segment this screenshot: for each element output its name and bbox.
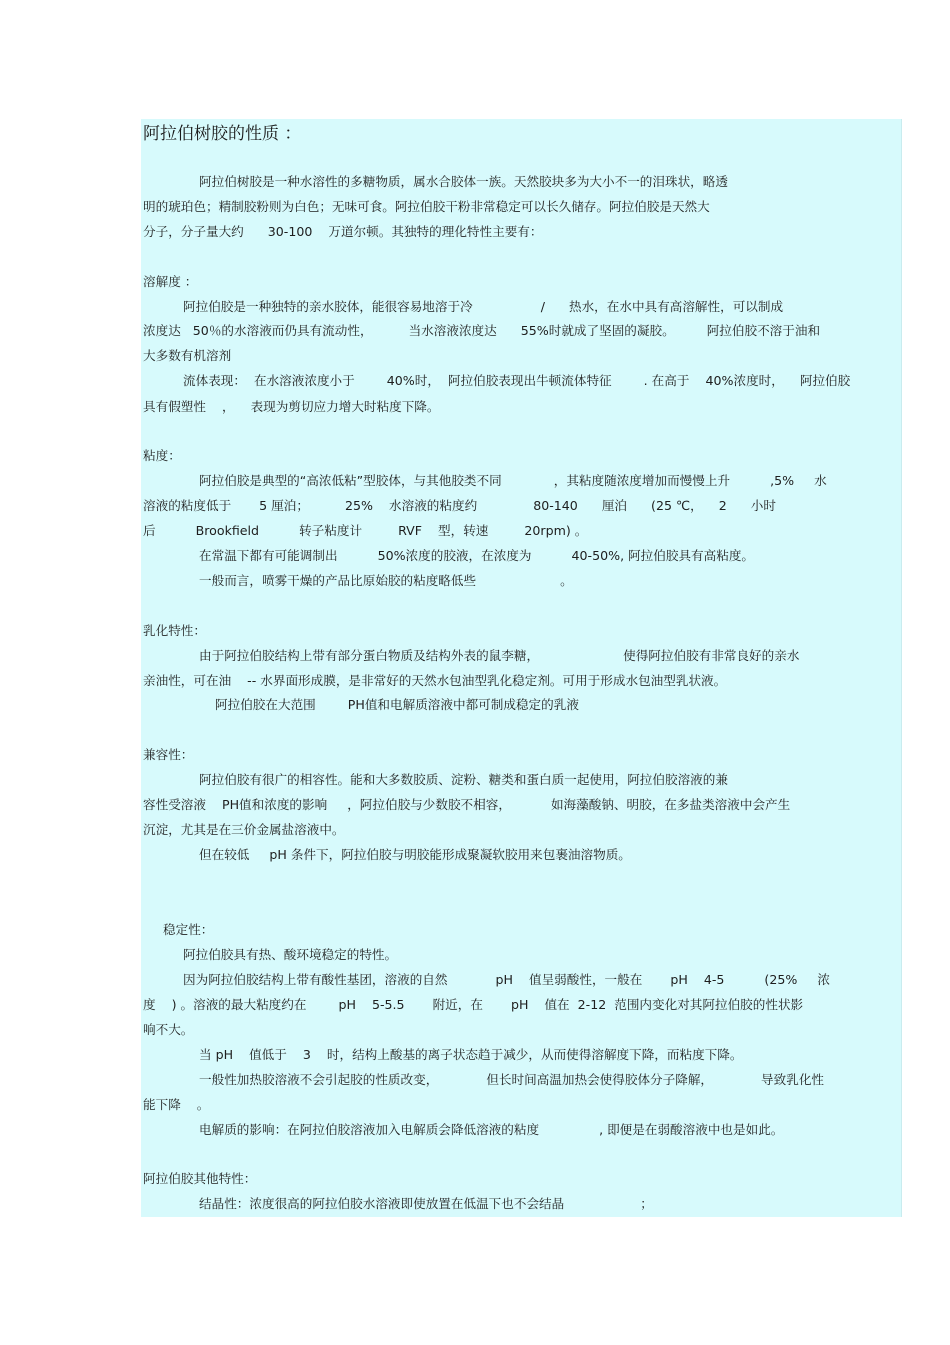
text-line: 当 pH 值低于 3 时，结构上酸基的离子状态趋于减少，从而使得溶解度下降，而粘度下降。 [199,1047,743,1062]
text-line: 后 Brookfield 转子粘度计 RVF 型，转速 20rpm) 。 [143,523,588,538]
text-line: 大多数有机溶剂 [143,348,232,363]
text-line: 溶液的粘度低于 5 厘泊； 25% 水溶液的粘度约 80-140 厘泊 (25 ℃， 2 小时 [143,498,776,513]
text-line: 阿拉伯胶是典型的“高浓低粘”型胶体，与其他胶类不同 ，其粘度随浓度增加而慢慢上升 ,5% 水 [199,473,827,488]
text-line: 但在较低 pH 条件下，阿拉伯胶与明胶能形成聚凝软胶用来包裹油溶物质。 [199,847,631,862]
text-line: 因为阿拉伯胶结构上带有酸性基团，溶液的自然 pH 值呈弱酸性，一般在 pH 4-5 (25% 浓 [183,972,830,987]
text-line: 结晶性：浓度很高的阿拉伯胶水溶液即使放置在低温下也不会结晶 ； [199,1196,653,1211]
text-line: 浓度达 50％的水溶液而仍具有流动性， 当水溶液浓度达 55%时就成了坚固的凝胶。 阿拉伯胶不溶于油和 [143,323,821,338]
section-heading: 溶解度 ： [143,274,198,289]
section-heading: 稳定性： [163,922,214,937]
text-line: 能下降 。 [143,1097,210,1112]
text-line: 一般而言，喷雾干燥的产品比原始胶的粘度略低些 。 [199,573,573,588]
text-line: 阿拉伯胶有很广的相容性。能和大多数胶质、淀粉、糖类和蛋白质一起使用，阿拉伯胶溶液的兼 [199,772,728,787]
text-line: 容性受溶液 PH值和浓度的影响 ，阿拉伯胶与少数胶不相容， 如海藻酸钠、明胶，在多盐类溶液中会产生 [143,797,791,812]
section-heading: 乳化特性： [143,623,206,638]
text-line: 沉淀，尤其是在三价金属盐溶液中。 [143,822,345,837]
text-line: 阿拉伯胶是一种独特的亲水胶体，能很容易地溶于冷 / 热水，在水中具有高溶解性，可以制成 [183,299,784,314]
document-title: 阿拉伯树胶的性质 ： [143,124,302,144]
text-line: 阿拉伯树胶是一种水溶性的多糖物质，属水合胶体一族。天然胶块多为大小不一的泪珠状，略透 [199,174,728,189]
text-line: 响不大。 [143,1022,194,1037]
text-line: 一般性加热胶溶液不会引起胶的性质改变， 但长时间高温加热会使得胶体分子降解， 导致乳化性 [199,1072,825,1087]
text-line: 流体表现： 在水溶液浓度小于 40%时， 阿拉伯胶表现出牛顿流体特征 . 在高于 40%浓度时， 阿拉伯胶 [183,373,851,388]
text-line: 由于阿拉伯胶结构上带有部分蛋白物质及结构外表的鼠李糖， 使得阿拉伯胶有非常良好的亲水 [199,648,800,663]
text-line: 分子，分子量大约 30-100 万道尔顿。其独特的理化特性主要有： [143,224,543,239]
section-heading: 粘度： [143,448,181,463]
text-line: 度 ) 。溶液的最大粘度约在 pH 5-5.5 附近，在 pH 值在 2-12 范围内变化对其阿拉伯胶的性状影 [143,997,804,1012]
text-line: 电解质的影响：在阿拉伯胶溶液加入电解质会降低溶液的粘度 , 即便是在弱酸溶液中也是如此。 [199,1122,784,1137]
text-line: 亲油性，可在油 -- 水界面形成膜，是非常好的天然水包油型乳化稳定剂。可用于形成水包油型乳状液。 [143,673,727,688]
text-line: 在常温下都有可能调制出 50%浓度的胶液，在浓度为 40-50%, 阿拉伯胶具有高粘度。 [199,548,755,563]
text-line: 具有假塑性 ， 表现为剪切应力增大时粘度下降。 [143,399,440,414]
section-heading: 阿拉伯胶其他特性： [143,1171,257,1186]
text-line: 阿拉伯胶在大范围 PH值和电解质溶液中都可制成稳定的乳液 [215,697,579,712]
text-line: 明的琥珀色；精制胶粉则为白色；无味可食。阿拉伯胶干粉非常稳定可以长久储存。阿拉伯胶是天然大 [143,199,710,214]
section-heading: 兼容性： [143,747,194,762]
text-line: 阿拉伯胶具有热、酸环境稳定的特性。 [183,947,398,962]
